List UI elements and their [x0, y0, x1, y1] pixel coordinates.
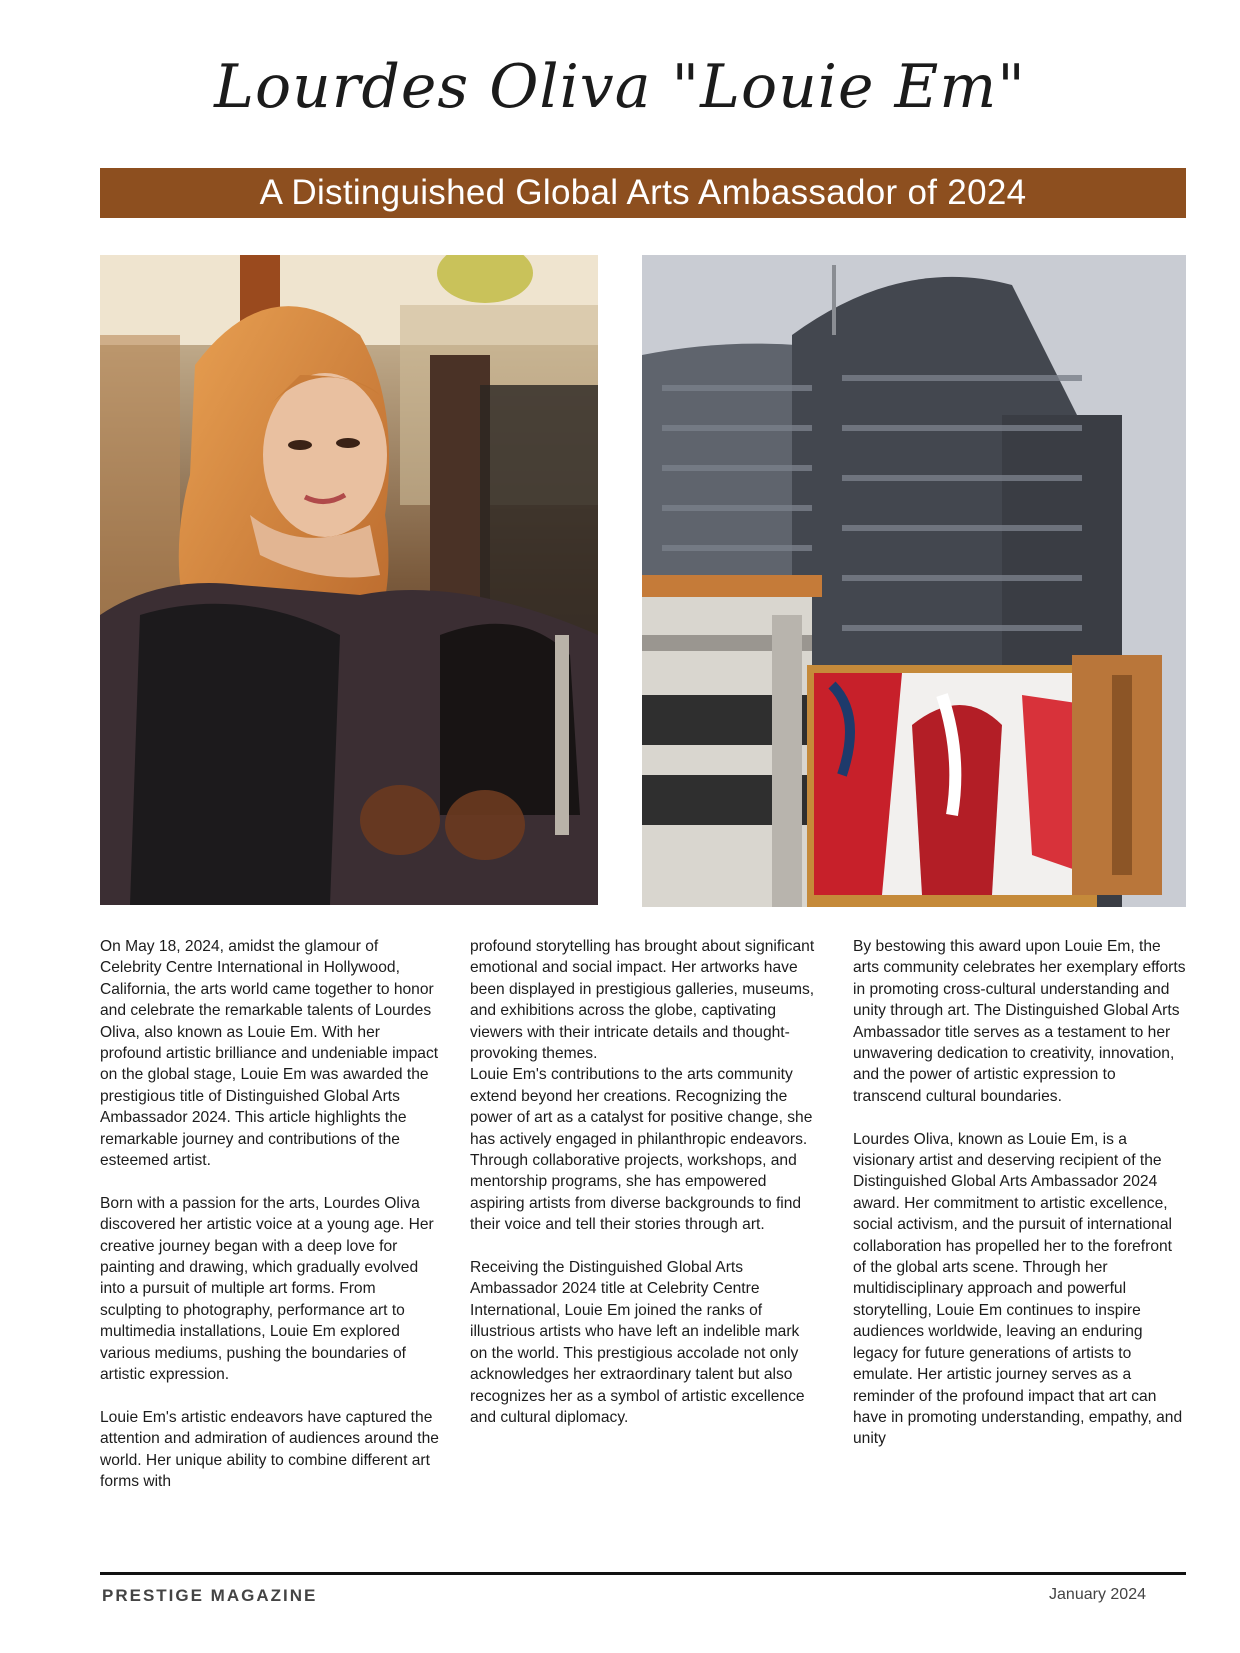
building-illustration — [642, 255, 1186, 907]
article-column-3 — [853, 936, 1187, 1450]
portrait-photo — [100, 255, 598, 905]
article-column-2 — [470, 936, 820, 1428]
article-title: Lourdes Oliva "Louie Em" — [214, 52, 1026, 122]
paragraph: On May 18, 2024, amidst the glamour of Celebrity Centre International in Hollywood, California, the arts world came together to honor and celebrate the remarkable talents of Lourdes Oliva, also known as Louie Em. With her profound artistic brilliance and undeniable impact on the global stage, Louie Em was awarded the prestigious title of Distinguished Global Arts Ambassador 2024. This article highlights the remarkable journey and contributions of the esteemed artist. — [100, 938, 439, 1170]
footer-divider — [100, 1572, 1186, 1575]
article-column-1 — [100, 936, 440, 1493]
issue-date: January 2024 — [1049, 1586, 1146, 1603]
paragraph: profound storytelling has brought about significant emotional and social impact. Her artworks have been displayed in prestigious galleries, museums, and exhibitions across the globe, captivating viewers with their intricate details and thought-provoking themes. — [470, 938, 815, 1063]
subtitle-banner: A Distinguished Global Arts Ambassador of 2024 — [100, 168, 1186, 218]
paragraph: Louie Em's contributions to the arts community extend beyond her creations. Recognizing the power of art as a catalyst for positive change, she has actively engaged in philanthropic endeavors. Through collaborative projects, workshops, and mentorship programs, she has empowered aspiring artists from diverse backgrounds to find their voice and tell their stories through art. — [470, 1066, 813, 1234]
building-mural-photo — [642, 255, 1186, 907]
paragraph: Receiving the Distinguished Global Arts Ambassador 2024 title at Celebrity Centre International, Louie Em joined the ranks of illustrious artists who have left an indelible mark on the world. This prestigious accolade not only acknowledges her extraordinary talent but also recognizes her as a symbol of artistic excellence and cultural diplomacy. — [470, 1259, 805, 1426]
paragraph: Louie Em's artistic endeavors have captured the attention and admiration of audiences around the world. Her unique ability to combine different art forms with — [100, 1408, 439, 1491]
portrait-illustration — [100, 255, 598, 905]
paragraph: Born with a passion for the arts, Lourdes Oliva discovered her artistic voice at a young age. Her creative journey began with a deep love for painting and drawing, which gradually evolved into a pursuit of multiple art forms. From sculpting to photography, performance art to multimedia installations, Louie Em explored various mediums, pushing the boundaries of artistic expression. — [100, 1194, 434, 1384]
paragraph: By bestowing this award upon Louie Em, the arts community celebrates her exemplary efforts in promoting cross-cultural understanding and unity through art. The Distinguished Global Arts Ambassador title serves as a testament to her unwavering dedication to creativity, innovation, and the power of artistic expression to transcend cultural boundaries. — [853, 938, 1186, 1105]
magazine-name: PRESTIGE MAGAZINE — [102, 1586, 318, 1605]
paragraph: Lourdes Oliva, known as Louie Em, is a visionary artist and deserving recipient of the Distinguished Global Arts Ambassador 2024 award. Her commitment to artistic excellence, social activism, and the pursuit of international collaboration has propelled her to the forefront of the global arts scene. Through her multidisciplinary approach and powerful storytelling, Louie Em continues to inspire audiences worldwide, leaving an enduring legacy for future generations of artists to emulate. Her artistic journey serves as a reminder of the profound impact that art can have in promoting understanding, empathy, and unity — [853, 1130, 1183, 1448]
